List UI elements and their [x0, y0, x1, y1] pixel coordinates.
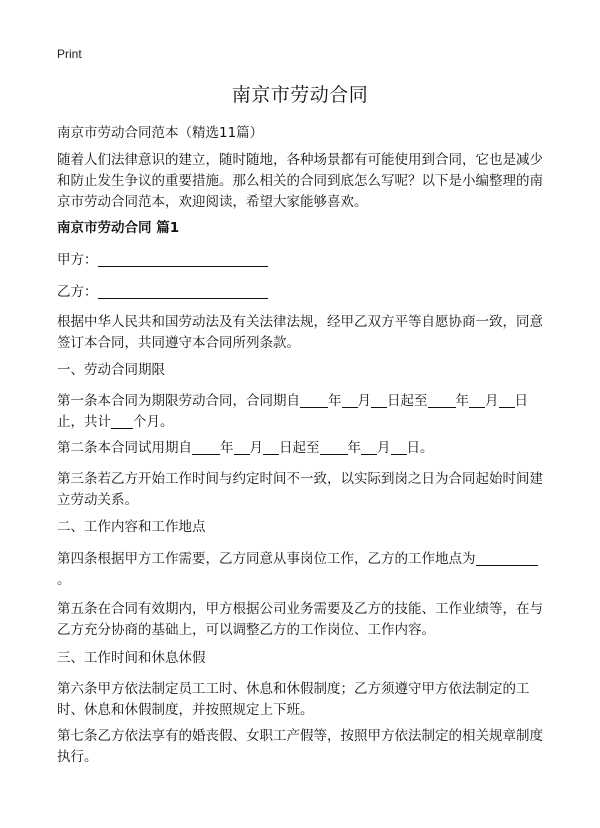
- article-2: [57, 438, 549, 459]
- time-heading: 三、工作时间和休息休假: [57, 650, 206, 666]
- article-4: [57, 549, 549, 591]
- blank: [192, 440, 220, 455]
- work-heading: 二、工作内容和工作地点: [57, 519, 206, 535]
- article-1: [57, 391, 549, 433]
- art2-text-g: 日。: [406, 440, 434, 456]
- document-title: 南京市劳动合同: [231, 84, 369, 106]
- article-5: 第五条在合同有效期内，甲方根据公司业务需要及乙方的技能、工作业绩等，在与乙方充分协商的基础上，可以调整乙方的工作岗位、工作内容。: [57, 601, 543, 638]
- party-a-line: [57, 250, 549, 271]
- blank: [300, 393, 328, 408]
- party-b-line: [57, 282, 549, 303]
- blank: [371, 393, 387, 408]
- art2-text-d: 日起至: [279, 440, 320, 456]
- blank: [476, 551, 538, 566]
- blank: [428, 393, 456, 408]
- article-6: 第六条甲方依法制定员工工时、休息和休假制度；乙方须遵守甲方依法制定的工时、休息和休假制度，并按照规定上下班。: [57, 681, 530, 718]
- print-label: Print: [57, 47, 82, 61]
- term-heading: 一、劳动合同期限: [57, 362, 165, 378]
- blank: [499, 393, 515, 408]
- art1-text-b: 年: [328, 393, 342, 409]
- art2-text-a: 第二条本合同试用期自: [57, 440, 192, 456]
- art2-text-b: 年: [220, 440, 234, 456]
- art1-text-h: 个月。: [133, 414, 174, 430]
- document-subtitle: 南京市劳动合同范本（精选11篇）: [57, 125, 264, 141]
- blank: [234, 440, 250, 455]
- basis-paragraph: 根据中华人民共和国劳动法及有关法律法规，经甲乙双方平等自愿协商一致，同意签订本合同，共同遵守本合同所列条款。: [57, 314, 543, 351]
- intro-paragraph: 随着人们法律意识的建立，随时随地，各种场景都有可能使用到合同，它也是减少和防止发生争议的重要措施。那么相关的合同到底怎么写呢？以下是小编整理的南京市劳动合同范本，欢迎阅读，希望大家能够喜欢。: [57, 152, 543, 210]
- section-heading: 南京市劳动合同 篇1: [57, 220, 180, 236]
- party-b-blank: [98, 284, 268, 299]
- blank: [361, 440, 377, 455]
- article-3: 第三条若乙方开始工作时间与约定时间不一致，以实际到岗之日为合同起始时间建立劳动关系。: [57, 471, 543, 508]
- blank: [320, 440, 348, 455]
- blank: [469, 393, 485, 408]
- art1-text-e: 年: [455, 393, 469, 409]
- blank: [342, 393, 358, 408]
- art1-text-a: 第一条本合同为期限劳动合同，合同期自: [57, 393, 300, 409]
- art2-text-c: 月: [249, 440, 263, 456]
- art1-text-d: 日起至: [387, 393, 428, 409]
- party-a-blank: [98, 252, 268, 267]
- article-7: 第七条乙方依法享有的婚丧假、女职工产假等，按照甲方依法制定的相关规章制度执行。: [57, 728, 543, 765]
- art1-text-c: 月: [357, 393, 371, 409]
- art1-text-f: 月: [485, 393, 499, 409]
- art2-text-f: 月: [377, 440, 391, 456]
- party-a-label: 甲方：: [57, 252, 98, 268]
- art4-text-a: 第四条根据甲方工作需要，乙方同意从事岗位工作，乙方的工作地点为: [57, 551, 476, 567]
- party-b-label: 乙方：: [57, 284, 98, 300]
- art4-text-b: 。: [57, 572, 71, 588]
- art2-text-e: 年: [347, 440, 361, 456]
- blank: [111, 414, 133, 429]
- blank: [263, 440, 279, 455]
- art1-text-g: 日止，共计: [57, 393, 528, 430]
- blank: [391, 440, 407, 455]
